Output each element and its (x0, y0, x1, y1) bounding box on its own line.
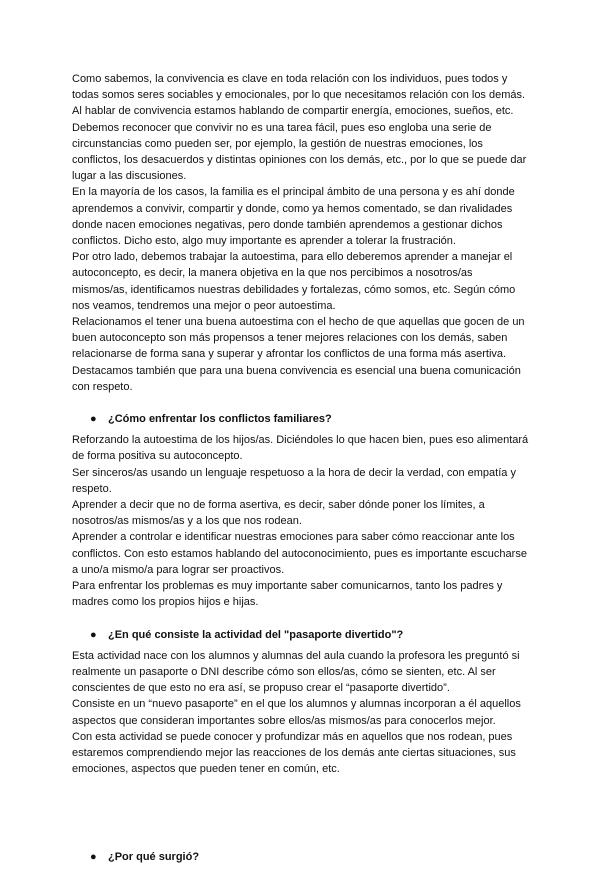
intro-paragraph: Relacionamos el tener una buena autoestima con el hecho de que aquellas que gocen de un buen autoconcepto son más propensos a tener mejores relaciones con los demás, saben relacionarse de forma sana y superar y afrontar los conflictos de una forma más asertiva. (72, 316, 525, 361)
intro-paragraph: En la mayoría de los casos, la familia es el principal ámbito de una persona y es ahí donde aprendemos a convivir, compartir y donde, como ya hemos comentado, se dan rivalidades donde nacen emociones negativas, pero donde también aprendemos a gestionar dichos conflictos. Dicho esto, algo muy importante es aprender a tolerar la frustración. (72, 186, 515, 248)
intro-paragraph: Por otro lado, debemos trabajar la autoestima, para ello deberemos aprender a manejar el autoconcepto, es decir, la manera objetiva en la que nos percibimos a nosotros/as mismos/as, identificamos nuestras debilidades y fortalezas, cómo somos, etc. Según cómo nos veamos, tendremos una mejor o peor autoestima. (72, 251, 516, 312)
intro-paragraph: Destacamos también que para una buena convivencia es esencial una buena comunicación con respeto. (72, 364, 521, 393)
intro-section (72, 71, 530, 395)
section-paragraph: Con esta actividad se puede conocer y profundizar más en aquellos que nos rodean, pues estaremos comprendiendo mejor las reacciones de los demás ante ciertas situaciones, sus emociones, aspectos que pueden tener en común, etc. (72, 730, 516, 776)
intro-paragraph: Al hablar de convivencia estamos hablando de compartir energía, emociones, sueños, etc. Debemos reconocer que convivir no es una tarea fácil, pues eso engloba una serie de circunstancias como pueden ser, por ejemplo, la gestión de nuestras emociones, los conflictos, los desacuerdos y distintas opiniones con los demás, etc., por lo que se puede dar lugar a las discusiones. (72, 105, 527, 183)
intro-paragraph: Como sabemos, la convivencia es clave en toda relación con los individuos, pues todos y todas somos seres sociables y emocionales, por lo que necesitamos relación con los demás. (72, 73, 526, 102)
section-paragraph: Esta actividad nace con los alumnos y alumnas del aula cuando la profesora les preguntó si realmente un pasaporte o DNI describe cómo son ellos/as, cómo se sienten, etc. Al ser conscientes de que esto no era así, se propuso crear el “pasaporte divertido”. (72, 649, 520, 695)
section-paragraph: Ser sinceros/as usando un lenguaje respetuoso a la hora de decir la verdad, con empatía y respeto. (72, 466, 516, 495)
heading-text: ¿Por qué surgió? (108, 851, 200, 864)
document-page (72, 71, 530, 871)
section-paragraph: Reforzando la autoestima de los hijos/as. Diciéndoles lo que hacen bien, pues eso alimentará de forma positiva su autoconcepto. (72, 434, 529, 463)
section-body-passport (72, 648, 530, 778)
bullet-icon: ● (90, 413, 97, 426)
section-paragraph: Aprender a controlar e identificar nuestras emociones para saber cómo reaccionar ante los conflictos. Con esto estamos hablando del autoconocimiento, pues es importante escucharse a uno/a mismo/a para lograr ser proactivos. (72, 531, 527, 576)
heading-text: ¿Cómo enfrentar los conflictos familiares? (108, 413, 332, 426)
spacer (72, 777, 530, 833)
section-paragraph: Consiste en un “nuevo pasaporte” en el que los alumnos y alumnas incorporan a él aquellos aspectos que consideran importantes sobre ellos/as mismos/as para conocerlos mejor. (72, 698, 521, 727)
bullet-icon: ● (90, 628, 97, 641)
section-heading-passport (72, 627, 530, 643)
heading-text: ¿En qué consiste la actividad del "pasaporte divertido"? (108, 628, 404, 641)
bullet-icon: ● (90, 851, 97, 864)
section-heading-origin (72, 849, 530, 865)
section-body-conflicts (72, 432, 530, 610)
section-paragraph: Para enfrentar los problemas es muy importante saber comunicarnos, tanto los padres y madres como los propios hijos e hijas. (72, 580, 503, 609)
section-heading-conflicts (72, 411, 530, 427)
section-paragraph: Aprender a decir que no de forma asertiva, es decir, saber dónde poner los límites, a nosotros/as mismos/as y a los que nos rodean. (72, 499, 485, 528)
